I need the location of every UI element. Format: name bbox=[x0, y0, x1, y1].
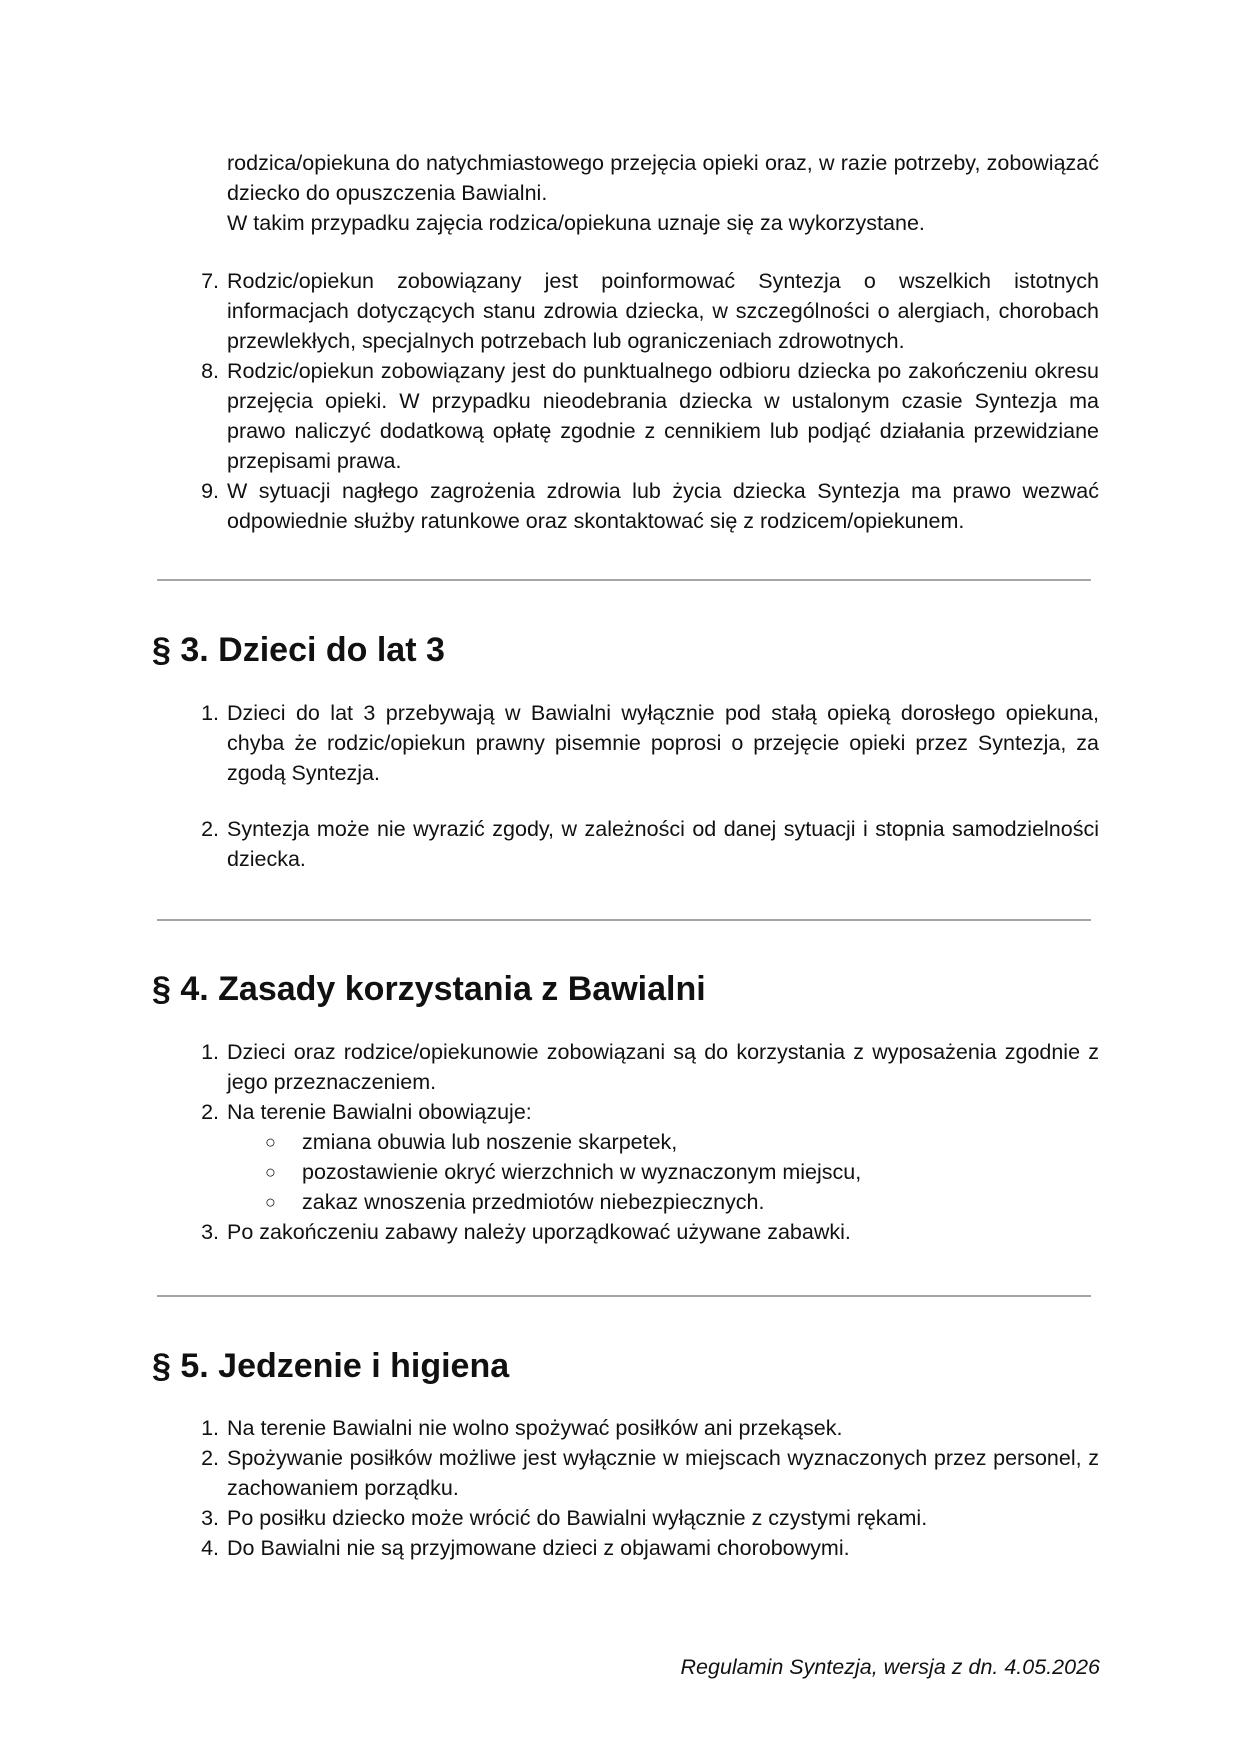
list-item bbox=[201, 1533, 1099, 1563]
section-heading: § 5. Jedzenie i higiena bbox=[152, 1347, 510, 1385]
item-text: Do Bawialni nie są przyjmowane dzieci z objawami chorobowymi. bbox=[227, 1536, 850, 1560]
sub-item-text: pozostawienie okryć wierzchnich w wyznaczonym miejscu, bbox=[302, 1160, 862, 1184]
section-heading: § 4. Zasady korzystania z Bawialni bbox=[152, 970, 706, 1008]
page-footer: Regulamin Syntezja, wersja z dn. 4.05.2026 bbox=[680, 1655, 1100, 1679]
item-number: 7. bbox=[201, 269, 219, 293]
list-item bbox=[201, 814, 1099, 874]
list-item bbox=[201, 1443, 1099, 1503]
item-text: Spożywanie posiłków możliwe jest wyłącznie w miejscach wyznaczonych przez personel, z zachowaniem porządku. bbox=[227, 1446, 1099, 1500]
section5-list bbox=[201, 1413, 1099, 1563]
item-number: 2. bbox=[201, 817, 219, 841]
list-item bbox=[201, 1217, 1099, 1247]
section-divider bbox=[157, 1295, 1091, 1297]
item-number: 8. bbox=[201, 359, 219, 383]
item-text: W sytuacji nagłego zagrożenia zdrowia lub życia dziecka Syntezja ma prawo wezwać odpowiednie służby ratunkowe oraz skontaktować się z rodzicem/opiekunem. bbox=[227, 479, 1099, 533]
item-number: 1. bbox=[201, 1416, 219, 1440]
sub-item-text: zmiana obuwia lub noszenie skarpetek, bbox=[302, 1130, 678, 1154]
item-number: 4. bbox=[201, 1536, 219, 1560]
section-heading: § 3. Dzieci do lat 3 bbox=[152, 631, 445, 669]
item-text: Na terenie Bawialni obowiązuje: bbox=[227, 1100, 532, 1124]
item-number: 3. bbox=[201, 1506, 219, 1530]
item-number: 3. bbox=[201, 1220, 219, 1244]
item-text: Na terenie Bawialni nie wolno spożywać posiłków ani przekąsek. bbox=[227, 1416, 843, 1440]
section4-list bbox=[201, 1037, 1099, 1247]
list-item bbox=[201, 356, 1099, 476]
item-text: Syntezja może nie wyrazić zgody, w zależności od danej sytuacji i stopnia samodzielności dziecka. bbox=[227, 817, 1099, 871]
list-item bbox=[201, 1503, 1099, 1533]
item-number: 2. bbox=[201, 1446, 219, 1470]
continued-paragraph bbox=[227, 148, 1099, 238]
list-item bbox=[201, 1413, 1099, 1443]
item-text: Po posiłku dziecko może wrócić do Bawialni wyłącznie z czystymi rękami. bbox=[227, 1506, 928, 1530]
item-number: 1. bbox=[201, 701, 219, 725]
section3-list bbox=[201, 698, 1099, 874]
sub-list bbox=[227, 1127, 1099, 1217]
item-text: Rodzic/opiekun zobowiązany jest poinformować Syntezja o wszelkich istotnych informacjach dotyczących stanu zdrowia dziecka, w szczególności o alergiach, chorobach przewlekłych, specjalnych potrzebach lub ograniczeniach zdrowotnych. bbox=[227, 269, 1099, 353]
section-divider bbox=[157, 579, 1091, 581]
continued-text: W takim przypadku zajęcia rodzica/opiekuna uznaje się za wykorzystane. bbox=[227, 211, 925, 235]
list-item bbox=[201, 698, 1099, 788]
item-number: 1. bbox=[201, 1040, 219, 1064]
item-text: Dzieci oraz rodzice/opiekunowie zobowiązani są do korzystania z wyposażenia zgodnie z jego przeznaczeniem. bbox=[227, 1040, 1099, 1094]
circle-bullet-icon: ○ bbox=[265, 1132, 276, 1152]
list-item bbox=[201, 476, 1099, 536]
list-item bbox=[201, 1097, 1099, 1217]
list-item bbox=[201, 1037, 1099, 1097]
list-item bbox=[201, 266, 1099, 356]
circle-bullet-icon: ○ bbox=[265, 1162, 276, 1182]
section-divider bbox=[157, 919, 1091, 921]
sub-list-item bbox=[227, 1157, 1099, 1187]
item-number: 2. bbox=[201, 1100, 219, 1124]
item-text: Dzieci do lat 3 przebywają w Bawialni wyłącznie pod stałą opieką dorosłego opiekuna, chyba że rodzic/opiekun prawny pisemnie poprosi o przejęcie opieki przez Syntezja, za zgodą Syntezja. bbox=[227, 701, 1099, 785]
sub-list-item bbox=[227, 1187, 1099, 1217]
section2-list bbox=[201, 266, 1099, 536]
item-text: Rodzic/opiekun zobowiązany jest do punktualnego odbioru dziecka po zakończeniu okresu przejęcia opieki. W przypadku nieodebrania dziecka w ustalonym czasie Syntezja ma prawo naliczyć dodatkową opłatę zgodnie z cennikiem lub podjąć działania przewidziane przepisami prawa. bbox=[227, 359, 1099, 473]
item-text: Po zakończeniu zabawy należy uporządkować używane zabawki. bbox=[227, 1220, 851, 1244]
item-number: 9. bbox=[201, 479, 219, 503]
sub-item-text: zakaz wnoszenia przedmiotów niebezpiecznych. bbox=[302, 1190, 765, 1214]
circle-bullet-icon: ○ bbox=[265, 1192, 276, 1212]
continued-text: rodzica/opiekuna do natychmiastowego przejęcia opieki oraz, w razie potrzeby, zobowiązać dziecko do opuszczenia Bawialni. bbox=[227, 151, 1099, 205]
sub-list-item bbox=[227, 1127, 1099, 1157]
